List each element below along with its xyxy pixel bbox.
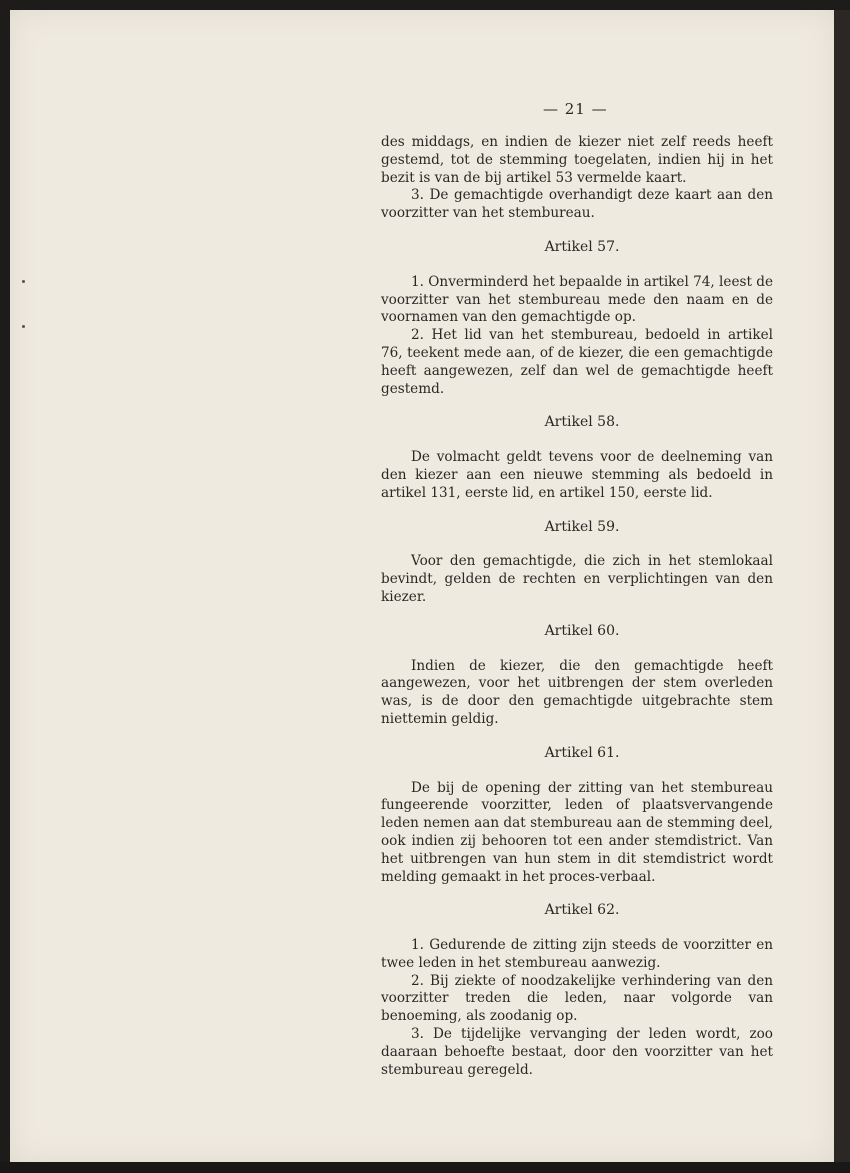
paragraph: 1. Gedurende de zitting zijn steeds de voorzitter en twee leden in het stembureau aanwezig.: [381, 937, 773, 971]
scan-edge-bottom: [0, 1162, 850, 1173]
paragraph: 3. De gemachtigde overhandigt deze kaart aan den voorzitter van het stembureau.: [381, 187, 773, 222]
paragraph: des middags, en indien de kiezer niet zelf reeds heeft gestemd, tot de stemming toegelaten, indien hij in het bezit is van de bij artikel 53 vermelde kaart.: [381, 134, 773, 186]
paragraph: 3. De tijdelijke vervanging der leden wordt, zoo daaraan behoefte bestaat, door den voorzitter van het stembureau geregeld.: [381, 1026, 773, 1078]
paragraph: De bij de opening der zitting van het stembureau fungeerende voorzitter, leden of plaatsvervangende leden nemen aan dat stembureau aan de stemming deel, ook indien zij behooren tot een ander stemdistrict. Van het uitbrengen van hun stem in dit stemdistrict wordt melding gemaakt in het proces-verbaal.: [381, 779, 773, 885]
scan-edge-right: [834, 10, 850, 1173]
article-heading: Artikel 60.: [544, 622, 620, 639]
paragraph: 2. Bij ziekte of noodzakelijke verhindering van den voorzitter treden die leden, naar volgorde van benoeming, als zoodanig op.: [381, 972, 773, 1025]
paragraph: Indien de kiezer, die den gemachtigde heeft aangewezen, voor het uitbrengen der stem overleden was, is de door den gemachtigde uitgebrachte stem niettemin geldig.: [381, 657, 773, 727]
article-heading: Artikel 62.: [544, 902, 620, 919]
article-heading: Artikel 57.: [544, 238, 620, 255]
article-heading: Artikel 58.: [544, 414, 620, 431]
paragraph: Voor den gemachtigde, die zich in het stemlokaal bevindt, gelden de rechten en verplichtingen van den kiezer.: [381, 553, 773, 605]
text-column: [381, 134, 773, 1079]
paragraph: 2. Het lid van het stembureau, bedoeld in artikel 76, teekent mede aan, of de kiezer, die een gemachtigde heeft aangewezen, zelf dan wel de gemachtigde heeft gestemd.: [381, 327, 773, 397]
article-heading: Artikel 59.: [544, 518, 620, 535]
margin-speck: [22, 325, 25, 328]
paragraph: De volmacht geldt tevens voor de deelneming van den kiezer aan een nieuwe stemming als bedoeld in artikel 131, eerste lid, en artikel 150, eerste lid.: [381, 449, 773, 501]
paragraph: 1. Onverminderd het bepaalde in artikel 74, leest de voorzitter van het stembureau mede den naam en de voornamen van den gemachtigde op.: [381, 273, 773, 326]
page-number: — 21 —: [543, 100, 608, 118]
article-heading: Artikel 61.: [544, 744, 620, 761]
margin-speck: [22, 280, 25, 283]
